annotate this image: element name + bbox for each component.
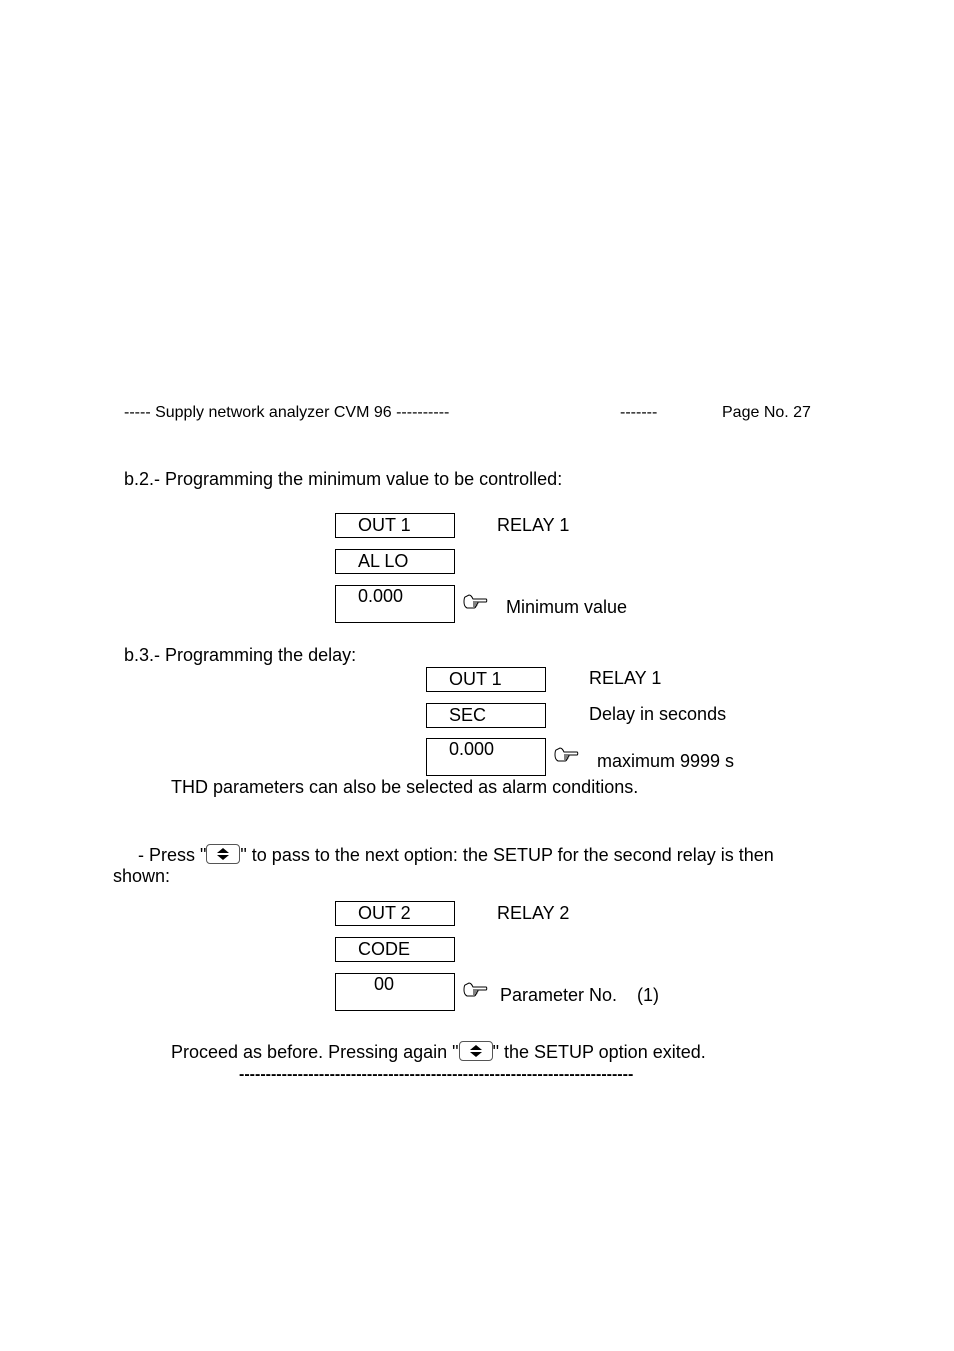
pointing-hand-icon [553,745,579,765]
proceed-suffix: " the SETUP option exited. [492,1042,706,1062]
display-box-text: OUT 1 [449,669,502,689]
delay-label: Delay in seconds [589,704,727,724]
proceed-instruction [171,1041,706,1063]
up-down-arrow-key-icon [459,1041,493,1061]
display-box-value [335,973,455,1011]
footer-rule: -------------------------------------------------------------------------- [239,1066,634,1083]
maximum-label: maximum 9999 s [597,751,735,771]
display-box-text: AL LO [358,551,409,571]
page-number: Page No. 27 [722,404,811,421]
press-suffix: " to pass to the next option: the SETUP for the second relay is then [240,845,774,865]
pointing-hand-icon [462,980,488,1000]
display-box-al-lo [335,549,455,574]
pointing-hand-icon [462,592,488,612]
display-box-code [335,937,455,962]
thd-note: THD parameters can also be selected as alarm conditions. [171,777,639,797]
section-b2-heading: b.2.- Programming the minimum value to be controlled: [124,469,563,489]
header-middle: ------- [620,404,658,421]
display-box-text: OUT 2 [358,903,411,923]
display-box-out1 [335,513,455,538]
relay-label: RELAY 1 [589,668,662,688]
display-box-text: CODE [358,939,411,959]
display-box-text: 0.000 [449,739,495,759]
press-prefix: - Press " [138,845,207,865]
relay-label: RELAY 1 [497,515,570,535]
display-box-text: SEC [449,705,487,725]
section-b3-heading: b.3.- Programming the delay: [124,645,357,665]
proceed-prefix: Proceed as before. Pressing again " [171,1042,459,1062]
display-box-out1 [426,667,546,692]
display-box-text: 0.000 [358,586,404,606]
press-instruction [138,844,774,866]
up-down-arrow-key-icon [206,844,240,864]
minimum-value-label: Minimum value [506,597,628,617]
display-box-value [335,585,455,623]
display-box-out2 [335,901,455,926]
display-box-sec [426,703,546,728]
display-box-value [426,738,546,776]
display-box-text: 00 [374,974,395,994]
display-box-text: OUT 1 [358,515,411,535]
header-left: ----- Supply network analyzer CVM 96 ---------- [124,404,450,421]
parameter-label: Parameter No. (1) [500,985,660,1005]
press-continuation: shown: [113,866,171,886]
relay-label: RELAY 2 [497,903,570,923]
